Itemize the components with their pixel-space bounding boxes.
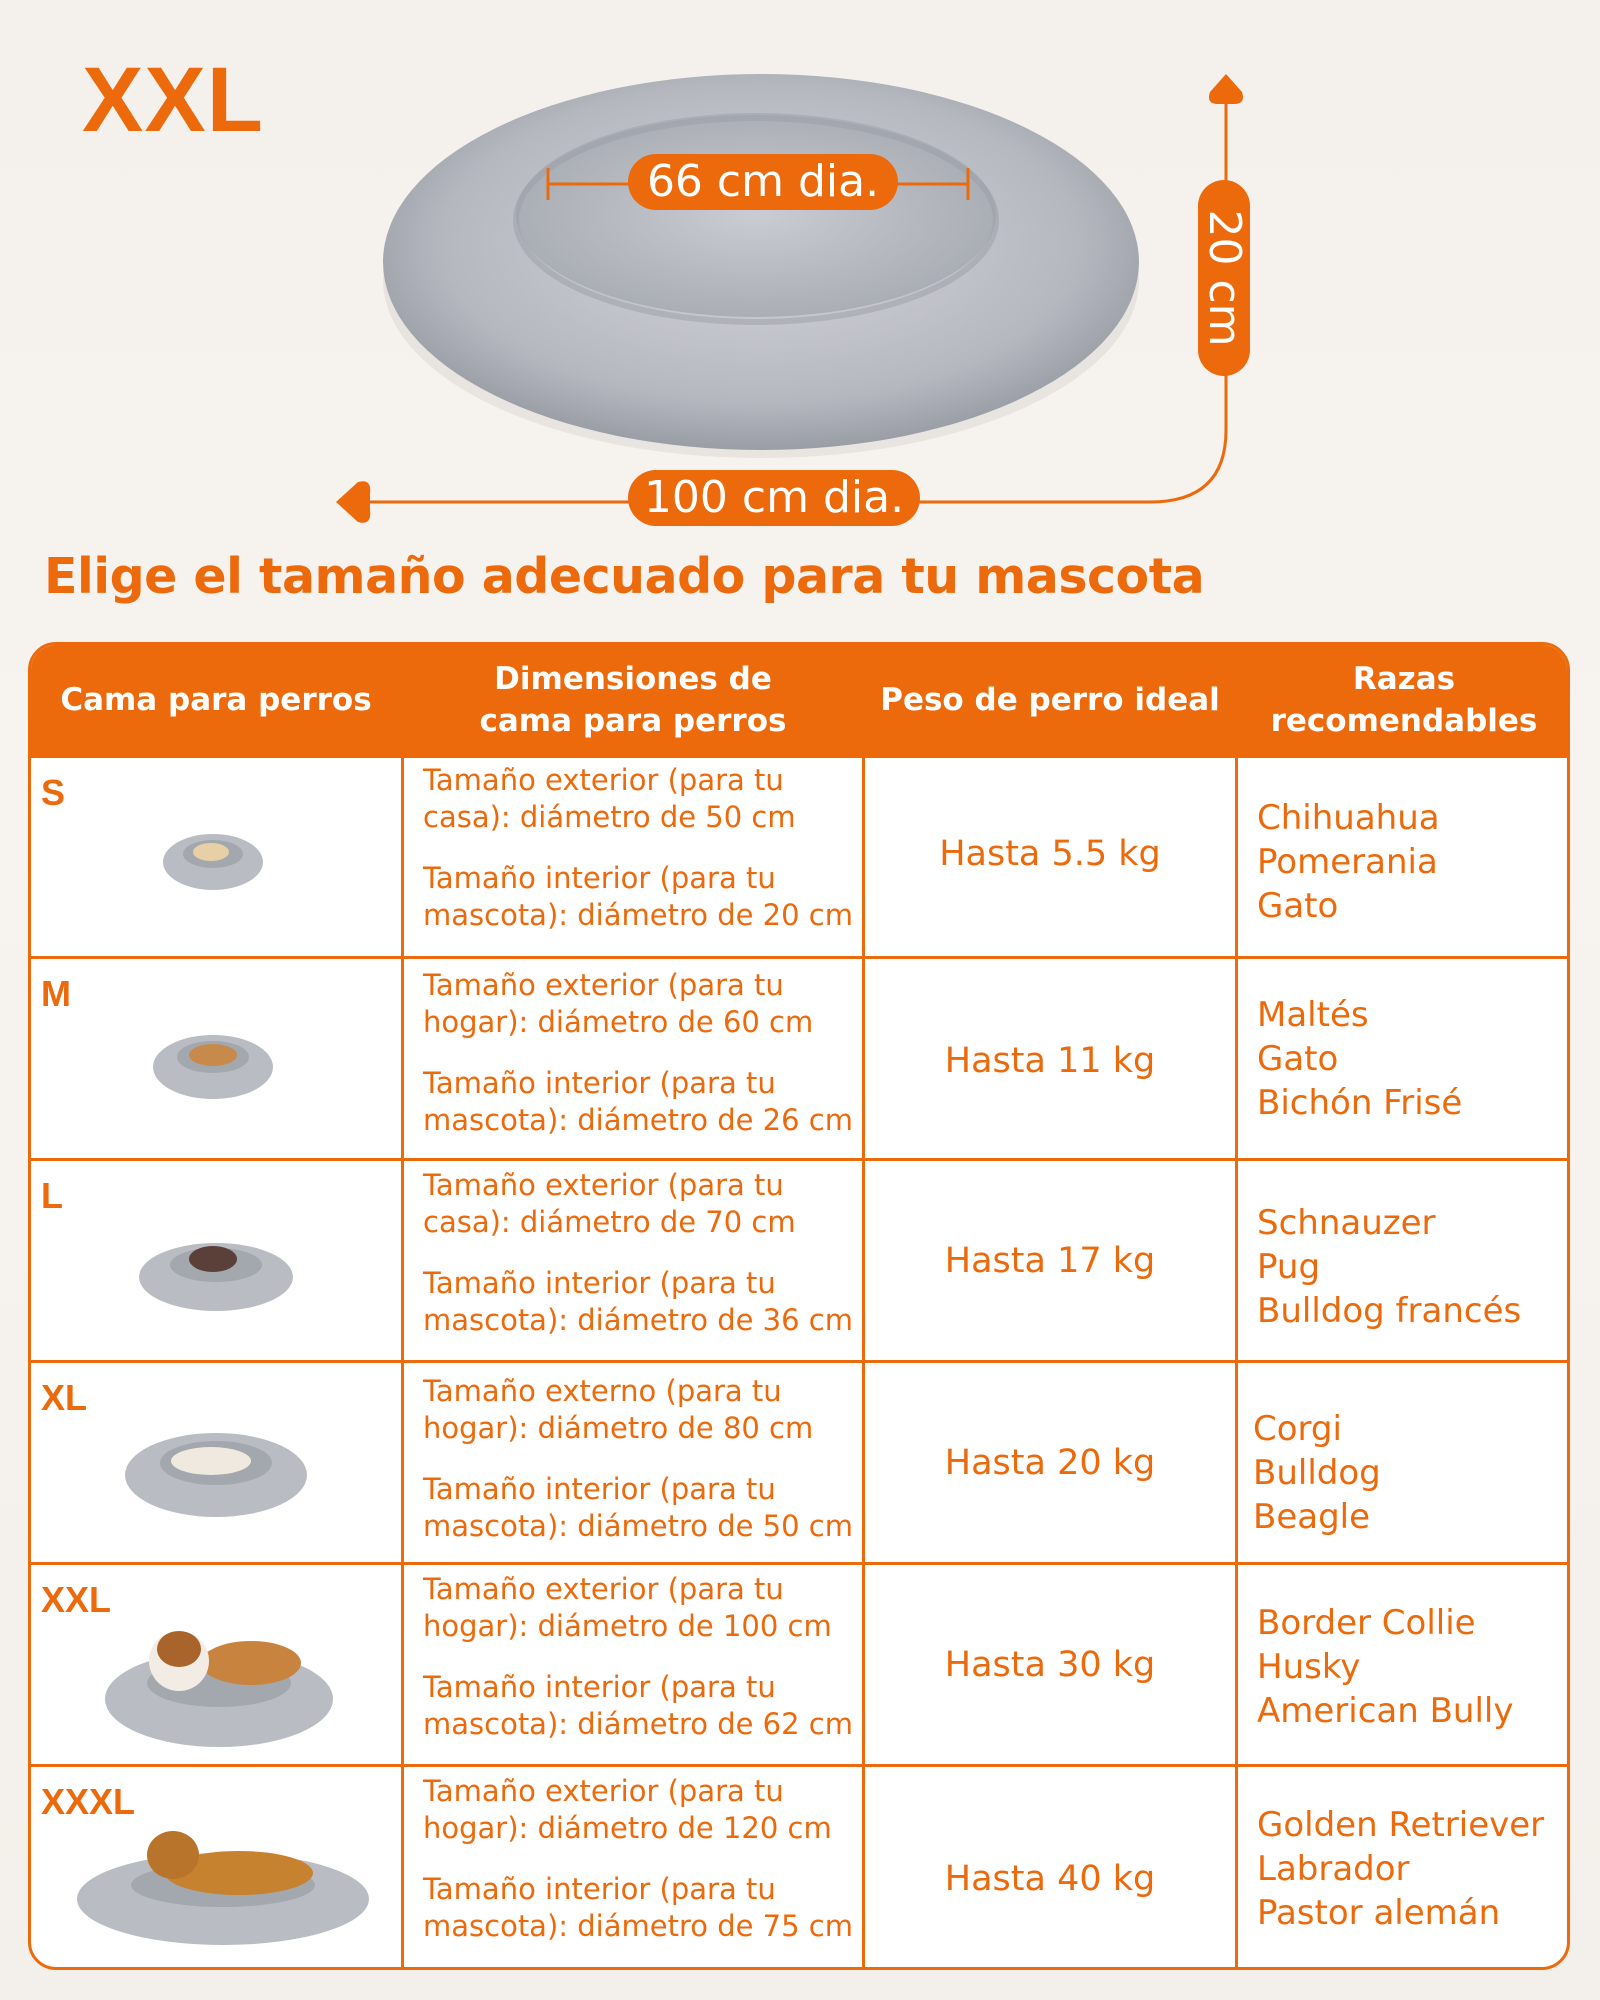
header-breeds-line1: Razas <box>1352 661 1456 697</box>
row-weight: Hasta 17 kg <box>944 1241 1156 1281</box>
row-dimensions: Tamaño exterior (para tu casa): diámetro de 50 cm Tamaño interior (para tu mascota): diámetro de 20 cm <box>423 763 853 932</box>
bed-medium-image <box>151 1025 275 1101</box>
row-dimensions: Tamaño exterior (para tu hogar): diámetro de 100 cm Tamaño interior (para tu mascota): diámetro de 62 cm <box>423 1572 853 1741</box>
size-table <box>28 642 1570 1970</box>
row-size-label: M <box>41 973 71 1014</box>
table-row <box>31 755 1567 956</box>
arrow-up-icon <box>1209 74 1243 104</box>
bed-xxl-image <box>101 1621 337 1753</box>
row-weight: Hasta 20 kg <box>944 1443 1156 1483</box>
bed-xxxl-image <box>73 1825 373 1949</box>
page-heading: Elige el tamaño adecuado para tu mascota <box>44 548 1205 605</box>
row-dimensions: Tamaño exterior (para tu hogar): diámetro de 120 cm Tamaño interior (para tu mascota): diámetro de 75 cm <box>423 1774 853 1943</box>
table-row <box>31 1562 1567 1764</box>
header-dimensions-line2: cama para perros <box>479 703 787 739</box>
bed-large-image <box>137 1231 295 1313</box>
table-row <box>31 1360 1567 1562</box>
row-size-label: L <box>41 1175 63 1216</box>
hero-section <box>0 0 1600 540</box>
table-row <box>31 1764 1567 1970</box>
row-size-label: XL <box>41 1377 88 1418</box>
arrow-left-icon <box>336 481 370 523</box>
height-badge-text: 20 cm <box>1199 209 1250 347</box>
row-dimensions: Tamaño exterior (para tu casa): diámetro de 70 cm Tamaño interior (para tu mascota): diámetro de 36 cm <box>423 1168 853 1337</box>
row-size-label: XXL <box>41 1579 112 1620</box>
row-dimensions: Tamaño externo (para tu hogar): diámetro de 80 cm Tamaño interior (para tu mascota): diámetro de 50 cm <box>423 1374 853 1543</box>
bed-xl-image <box>123 1421 309 1521</box>
header-cell-bed <box>31 645 401 755</box>
row-size-label: XXXL <box>41 1781 136 1822</box>
height-badge <box>1198 180 1250 376</box>
row-dimensions: Tamaño exterior (para tu hogar): diámetro de 60 cm Tamaño interior (para tu mascota): diámetro de 26 cm <box>423 968 853 1137</box>
inner-diameter-badge: 66 cm dia. <box>628 154 898 210</box>
row-breeds: Corgi Bulldog Beagle <box>1253 1409 1381 1537</box>
table-row <box>31 1158 1567 1360</box>
hero-size-label: XXL <box>82 49 264 151</box>
outer-diameter-badge: 100 cm dia. <box>628 470 920 526</box>
header-cell-dimensions <box>404 645 862 755</box>
row-weight: Hasta 5.5 kg <box>939 834 1161 874</box>
row-breeds: Chihuahua Pomerania Gato <box>1257 798 1440 926</box>
row-weight: Hasta 11 kg <box>944 1041 1156 1081</box>
table-header <box>31 645 1567 755</box>
row-breeds: Golden Retriever Labrador Pastor alemán <box>1257 1805 1545 1933</box>
row-weight: Hasta 40 kg <box>944 1859 1156 1899</box>
header-cell-weight <box>865 645 1235 755</box>
header-bed-text: Cama para perros <box>60 682 372 718</box>
header-cell-breeds <box>1238 645 1570 755</box>
row-breeds: Schnauzer Pug Bulldog francés <box>1257 1203 1522 1331</box>
header-dimensions-line1: Dimensiones de <box>494 661 772 697</box>
row-breeds: Maltés Gato Bichón Frisé <box>1257 995 1463 1123</box>
row-size-label: S <box>41 772 66 813</box>
row-breeds: Border Collie Husky American Bully <box>1257 1603 1514 1731</box>
header-weight-text: Peso de perro ideal <box>880 682 1220 718</box>
bed-small-image <box>161 824 265 892</box>
table-row <box>31 956 1567 1158</box>
row-weight: Hasta 30 kg <box>944 1645 1156 1685</box>
header-breeds-line2: recomendables <box>1270 703 1538 739</box>
